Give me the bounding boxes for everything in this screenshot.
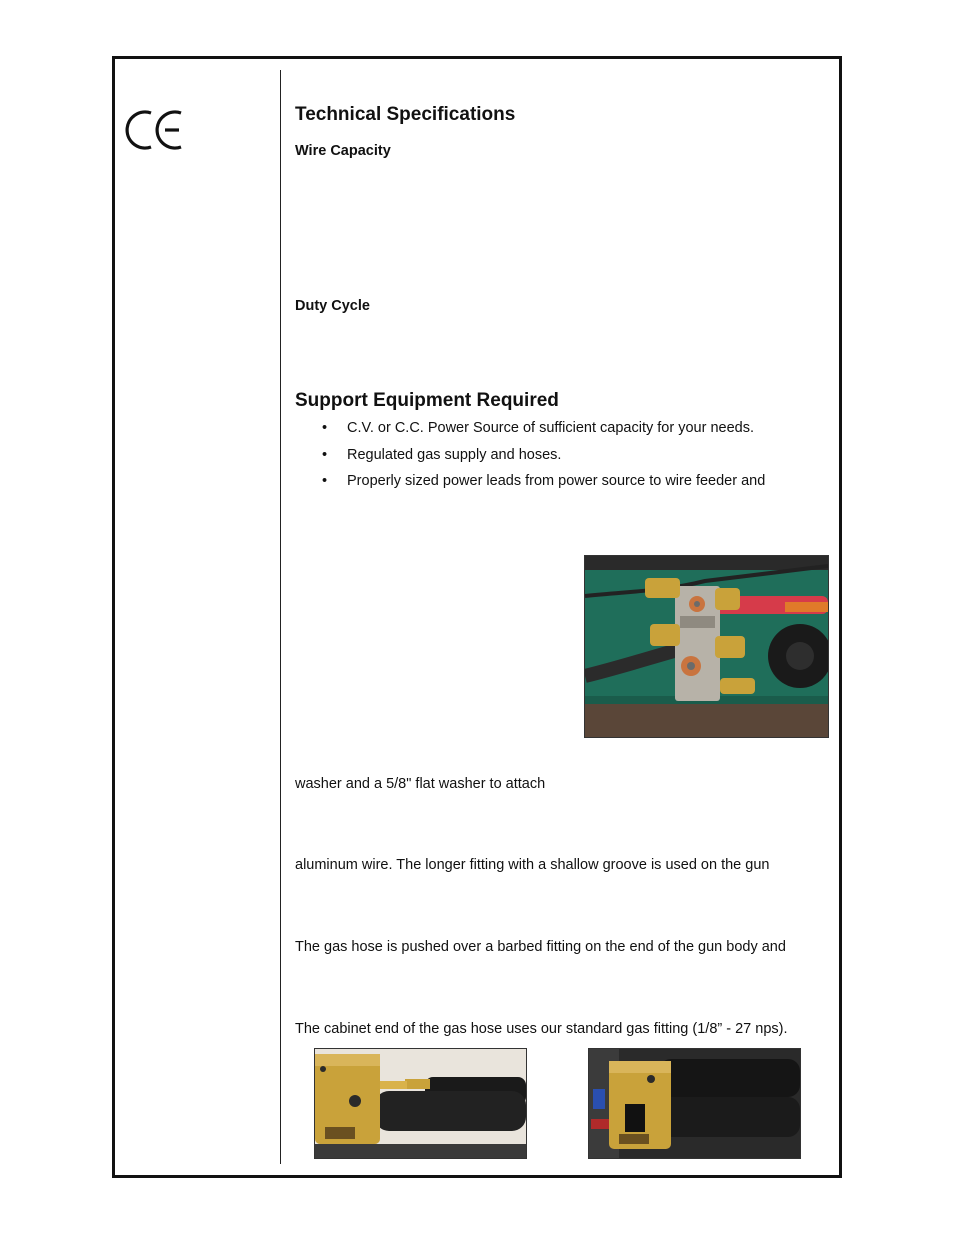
body-line: The cabinet end of the gas hose uses our standard gas fitting (1/8” - 27 nps). [295,1021,788,1037]
ce-mark-icon [125,105,185,155]
bullet-glyph: • [322,473,328,489]
gun-body-fitting-photo [314,1048,527,1159]
body-line: washer and a 5/8" flat washer to attach [295,776,546,792]
bullet-glyph: • [322,446,328,463]
gun-body-hose-photo [588,1048,801,1159]
body-line: aluminum wire. The longer fitting with a shallow groove is used on the gun [295,857,770,873]
column-divider [280,70,281,1164]
list-item-text: Properly sized power leads from power source to wire feeder and [347,473,766,489]
body-line: The gas hose is pushed over a barbed fitting on the end of the gun body and [295,939,786,955]
list-item-text: C.V. or C.C. Power Source of sufficient capacity for your needs. [347,420,754,436]
support-equipment-heading: Support Equipment Required [295,390,559,411]
gas-block-photo [584,555,829,738]
technical-specifications-heading: Technical Specifications [295,104,516,125]
bullet-glyph: • [322,420,328,436]
wire-capacity-heading: Wire Capacity [295,143,391,159]
duty-cycle-heading: Duty Cycle [295,298,370,314]
list-item-text: Regulated gas supply and hoses. [347,446,562,463]
